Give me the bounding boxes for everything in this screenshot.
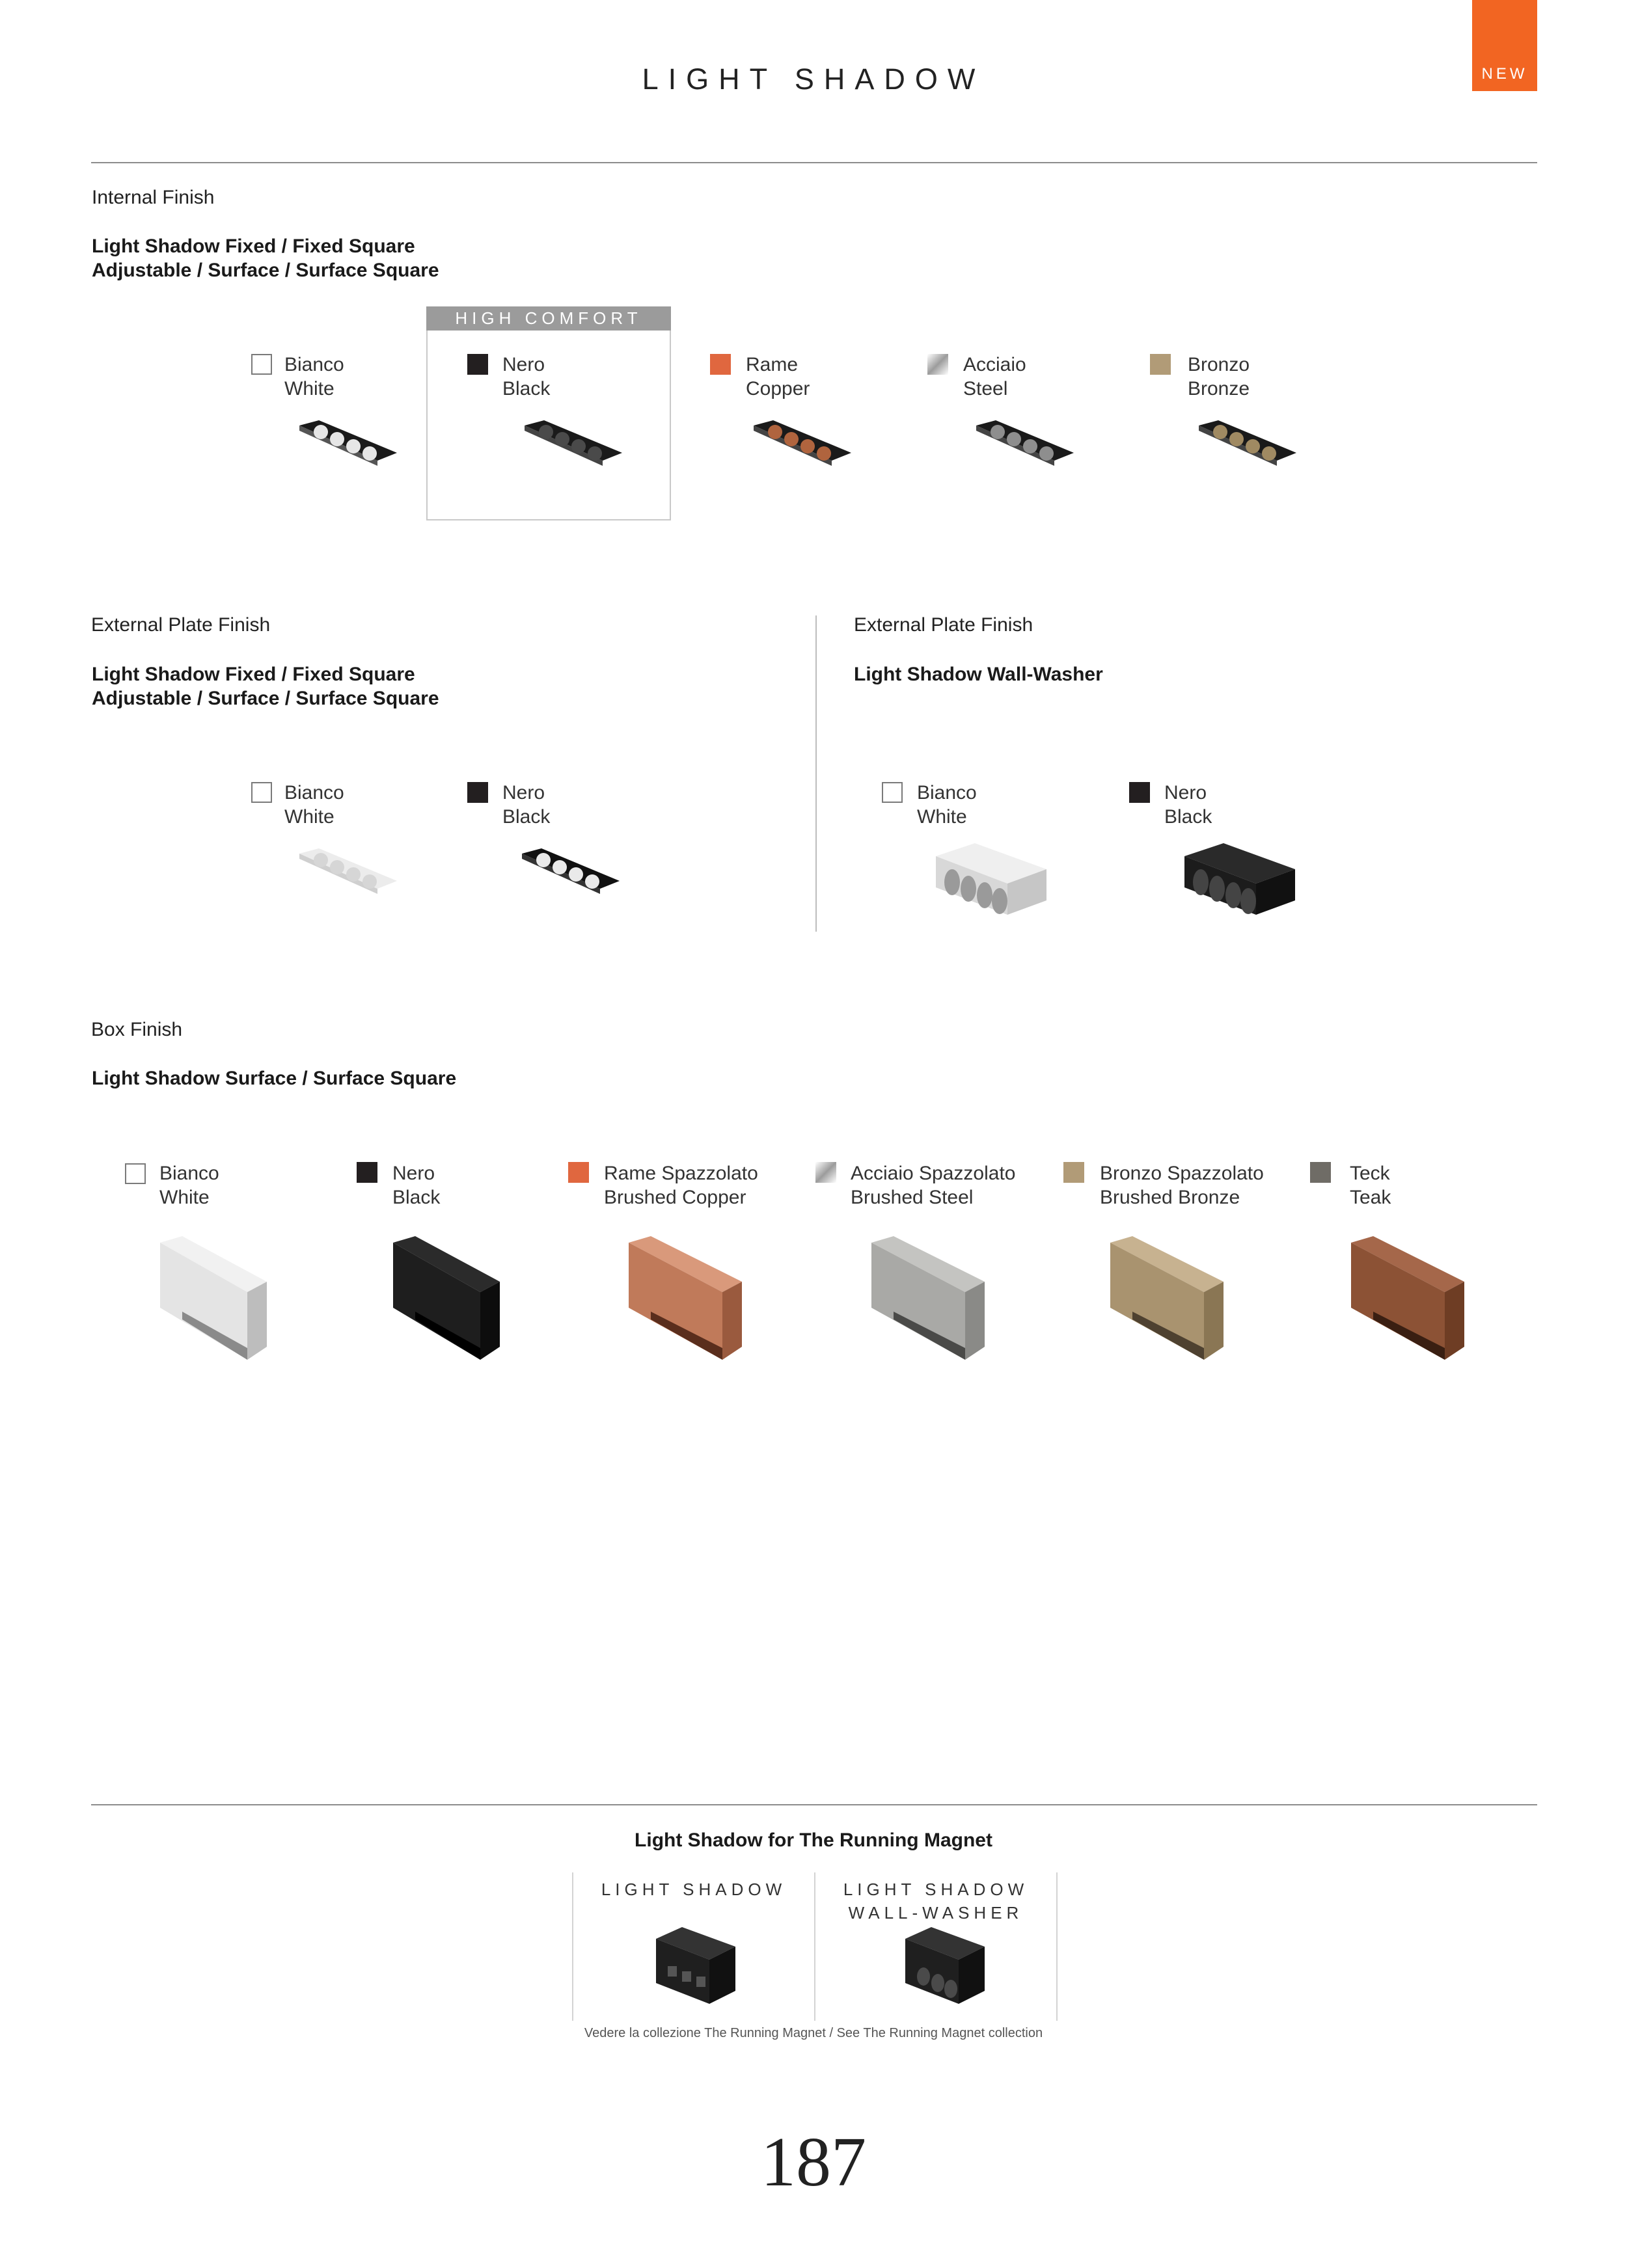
internal-finish-heading: Internal Finish [92, 187, 215, 208]
finish-label-en: Brushed Steel [851, 1187, 974, 1208]
swatch-black [467, 782, 488, 803]
finish-label-it: Rame [746, 354, 799, 375]
box-finish-heading: Box Finish [91, 1019, 183, 1040]
swatch-bronze [1150, 354, 1171, 375]
finish-label-it: Nero [392, 1163, 435, 1184]
swatch-white [251, 354, 272, 375]
product-image-running-magnet [649, 1927, 741, 2012]
finish-label-en: Teak [1350, 1187, 1391, 1208]
external-finish-subtitle-2: Adjustable / Surface / Surface Square [92, 688, 439, 709]
page-number: 187 [761, 2124, 866, 2201]
swatch-white [882, 782, 903, 803]
swatch-copper [710, 354, 731, 375]
swatch-black [1129, 782, 1150, 803]
swatch-brushed-steel [815, 1162, 836, 1183]
external-finish-heading: External Plate Finish [91, 614, 271, 636]
finish-label-en: Black [502, 806, 551, 828]
page-title: LIGHT SHADOW [642, 62, 985, 96]
product-image-plate-white [286, 848, 403, 907]
product-image-plate-black [509, 848, 626, 907]
finish-label-it: Teck [1350, 1163, 1390, 1184]
swatch-black [357, 1162, 377, 1183]
finish-label-it: Bianco [917, 782, 977, 803]
new-badge: NEW [1472, 0, 1537, 91]
swatch-steel [927, 354, 948, 375]
finish-label-en: Brushed Bronze [1100, 1187, 1240, 1208]
running-magnet-item-label: LIGHT SHADOW [601, 1880, 787, 1899]
finish-label-it: Bianco [284, 782, 344, 803]
swatch-white [125, 1163, 146, 1184]
product-image-box-teak [1347, 1236, 1471, 1366]
box-finish-subtitle: Light Shadow Surface / Surface Square [92, 1068, 457, 1089]
running-magnet-item-label-line-2: WALL-WASHER [848, 1903, 1024, 1923]
finish-label-en: Copper [746, 378, 810, 399]
finish-label-en: White [159, 1187, 210, 1208]
product-image-box-black [389, 1236, 506, 1366]
high-comfort-label: HIGH COMFORT [426, 306, 671, 331]
running-magnet-note: Vedere la collezione The Running Magnet / See The Running Magnet collection [584, 2026, 1043, 2040]
top-divider [91, 162, 1537, 163]
finish-label-en: Brushed Copper [604, 1187, 746, 1208]
product-image-internal-white [286, 420, 403, 479]
internal-finish-subtitle-1: Light Shadow Fixed / Fixed Square [92, 236, 415, 257]
finish-label-en: Black [1164, 806, 1212, 828]
swatch-white [251, 782, 272, 803]
product-image-box-bronze [1106, 1236, 1230, 1366]
finish-label-en: White [917, 806, 967, 828]
finish-label-en: White [284, 806, 335, 828]
section-divider-vertical [815, 615, 817, 932]
product-image-box-steel [868, 1236, 991, 1366]
external-washer-subtitle: Light Shadow Wall-Washer [854, 664, 1103, 685]
external-washer-heading: External Plate Finish [854, 614, 1033, 636]
high-comfort-frame [426, 306, 671, 520]
running-magnet-item-label: LIGHT SHADOW [843, 1880, 1029, 1899]
finish-label-it: Rame Spazzolato [604, 1163, 758, 1184]
finish-label-it: Nero [1164, 782, 1207, 803]
finish-label-en: Black [502, 378, 551, 399]
swatch-brushed-copper [568, 1162, 589, 1183]
finish-label-it: Bianco [159, 1163, 219, 1184]
product-image-washer-black [1171, 843, 1302, 928]
swatch-brushed-bronze [1063, 1162, 1084, 1183]
external-finish-subtitle-1: Light Shadow Fixed / Fixed Square [92, 664, 415, 685]
product-image-washer-white [923, 843, 1053, 928]
running-magnet-title: Light Shadow for The Running Magnet [635, 1829, 992, 1851]
internal-finish-subtitle-2: Adjustable / Surface / Surface Square [92, 260, 439, 281]
product-image-internal-bronze [1186, 420, 1303, 479]
product-image-box-white [156, 1236, 273, 1366]
product-image-running-magnet-washer [899, 1927, 990, 2012]
swatch-black [467, 354, 488, 375]
product-image-internal-black [512, 420, 629, 479]
finish-label-it: Bianco [284, 354, 344, 375]
finish-label-it: Bronzo [1188, 354, 1250, 375]
running-magnet-divider-right [1056, 1872, 1058, 2021]
swatch-teak [1310, 1162, 1331, 1183]
product-image-box-copper [625, 1236, 748, 1366]
finish-label-it: Nero [502, 354, 545, 375]
bottom-divider [91, 1804, 1537, 1805]
finish-label-it: Acciaio [963, 354, 1026, 375]
finish-label-it: Nero [502, 782, 545, 803]
finish-label-en: White [284, 378, 335, 399]
product-image-internal-steel [963, 420, 1080, 479]
finish-label-en: Steel [963, 378, 1008, 399]
finish-label-en: Bronze [1188, 378, 1250, 399]
finish-label-en: Black [392, 1187, 441, 1208]
finish-label-it: Acciaio Spazzolato [851, 1163, 1016, 1184]
product-image-internal-copper [741, 420, 858, 479]
finish-label-it: Bronzo Spazzolato [1100, 1163, 1264, 1184]
